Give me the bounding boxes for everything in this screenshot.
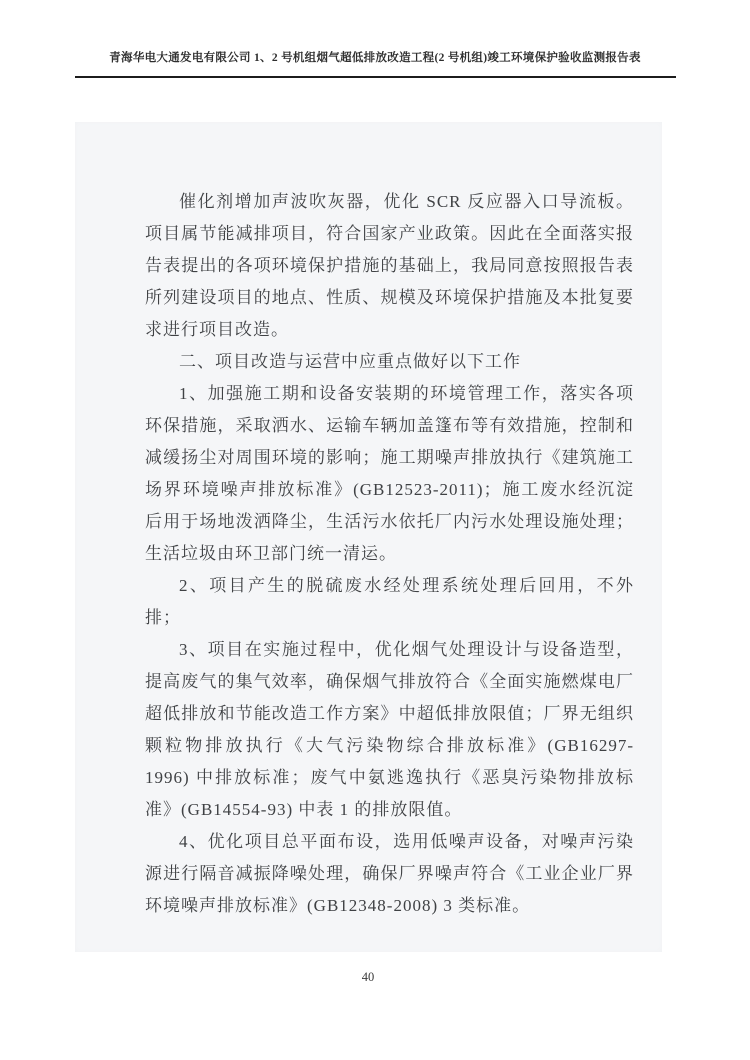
paragraph-item-3-fluegas: 3、项目在实施过程中，优化烟气处理设计与设备造型，提高废气的集气效率，确保烟气排放符合《全面实施燃煤电厂超低排放和节能改造工作方案》中超低排放限值；厂界无组织颗粒物排放执行《大气污染物综合排放标准》(GB16297-1996) 中排放标准；废气中氨逃逸执行《恶臭污染物排放标准》(GB14554-93) 中表 1 的排放限值。 bbox=[145, 640, 634, 819]
body-text-block bbox=[145, 186, 634, 922]
paragraph-approval-conclusion: 催化剂增加声波吹灰器，优化 SCR 反应器入口导流板。项目属节能减排项目，符合国家产业政策。因此在全面落实报告表提出的各项环境保护措施的基础上，我局同意按照报告表所列建设项目的地点、性质、规模及环境保护措施及本批复要求进行项目改造。 bbox=[145, 192, 634, 339]
footer-page-number: 40 bbox=[361, 970, 375, 984]
paragraph-item-4-noise: 4、优化项目总平面布设，选用低噪声设备，对噪声污染源进行隔音减振降噪处理，确保厂界噪声符合《工业企业厂界环境噪声排放标准》(GB12348-2008) 3 类标准。 bbox=[145, 832, 634, 915]
document-header-title: 青海华电大通发电有限公司 1、2 号机组烟气超低排放改造工程(2 号机组)竣工环境保护验收监测报告表 bbox=[109, 52, 641, 64]
header-rule bbox=[75, 76, 676, 78]
paragraph-section-2-heading: 二、项目改造与运营中应重点做好以下工作 bbox=[179, 352, 521, 371]
paragraph-item-2-wastewater: 2、项目产生的脱硫废水经处理系统处理后回用，不外排； bbox=[145, 576, 634, 627]
paragraph-item-1-construction: 1、加强施工期和设备安装期的环境管理工作，落实各项环保措施，采取洒水、运输车辆加盖篷布等有效措施，控制和减缓扬尘对周围环境的影响；施工期噪声排放执行《建筑施工场界环境噪声排放标准》(GB12523-2011)；施工废水经沉淀后用于场地泼洒降尘，生活污水依托厂内污水处理设施处理；生活垃圾由环卫部门统一清运。 bbox=[145, 384, 634, 563]
scanned-page-region bbox=[75, 122, 662, 952]
